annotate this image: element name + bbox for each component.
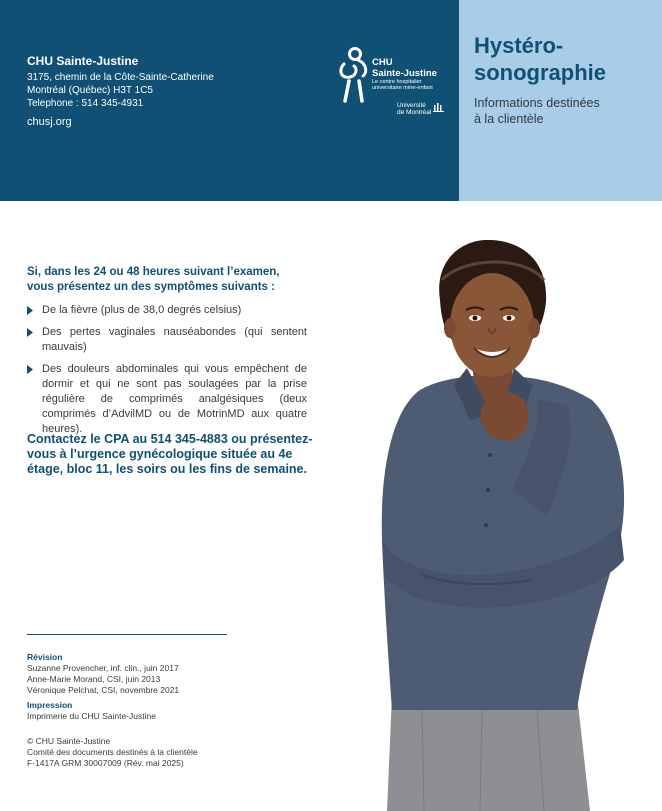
revision-line: Suzanne Provencher, inf. clin., juin 2017 [27,663,179,673]
logo-subline-1: Le centre hospitalier [372,79,422,85]
udem-building-icon [433,102,445,112]
list-item [27,303,307,318]
org-contact [27,54,257,110]
org-name: CHU Sainte-Justine [27,54,139,68]
smiling-woman-photo [362,240,632,811]
logo-subline-2: universitaire mère-enfant [372,85,433,91]
logo-sainte-justine: Sainte-Justine [372,68,437,79]
document-title [474,32,606,86]
list-item [27,325,307,355]
title-line-1: Hystéro- [474,33,564,58]
chu-sainte-justine-logo-icon [335,46,373,104]
symptom-text: De la fièvre (plus de 38,0 degrés celsius) [42,304,242,316]
impression-heading: Impression [27,700,73,710]
symptom-text: Des pertes vaginales nauséabondes (qui sentent mauvais) [42,326,307,353]
header-band [0,0,459,201]
form-code: F-1417A GRM 30007009 (Rév. mai 2025) [27,758,184,768]
udem-wordmark [397,102,431,116]
triangle-bullet-icon [27,306,33,315]
symptom-list [27,303,307,444]
title-line-2: sonographie [474,60,607,85]
contact-instructions: Contactez le CPA au 514 345-4883 ou présentez-vous à l’urgence gynécologique située au 4e étage, bloc 11, les soirs ou les fins de semaine. [27,432,313,476]
chu-logo [335,44,450,124]
committee-line: Comité des documents destinés à la clientèle [27,747,198,757]
revision-line: Véronique Pelchat, CSI, novembre 2021 [27,685,180,695]
impression-line: Imprimerie du CHU Sainte-Justine [27,711,156,721]
logo-chu: CHU [372,57,393,68]
address-line-1: 3175, chemin de la Côte-Sainte-Catherine [27,72,214,83]
credits-block [27,652,287,769]
logo-wordmark [372,58,437,91]
document-subtitle [474,95,600,127]
triangle-bullet-icon [27,365,33,374]
udem-line-2: de Montréal [397,109,432,116]
phone-line: Telephone : 514 345-4931 [27,98,144,109]
credits-divider [27,634,227,635]
subtitle-line-1: Informations destinées [474,96,600,110]
symptoms-intro: Si, dans les 24 ou 48 heures suivant l’examen, vous présentez un des symptômes suivants : [27,266,280,293]
subtitle-line-2: à la clientèle [474,112,544,126]
copyright-line: © CHU Sainte-Justine [27,736,111,746]
udem-line-1: Université [397,102,426,109]
list-item [27,362,307,437]
address-line-2: Montréal (Québec) H3T 1C5 [27,85,153,96]
triangle-bullet-icon [27,328,33,337]
symptom-text: Des douleurs abdominales qui vous empêchent de dormir et qui ne sont pas soulagées par la prise régulière de comprimés analgésiques (deux comprimés d’AdvilMD ou de MotrinMD aux quatre heures). [42,363,307,435]
revision-heading: Révision [27,652,63,662]
website-link[interactable]: chusj.org [27,116,72,128]
revision-line: Anne-Marie Morand, CSI, juin 2013 [27,674,161,684]
